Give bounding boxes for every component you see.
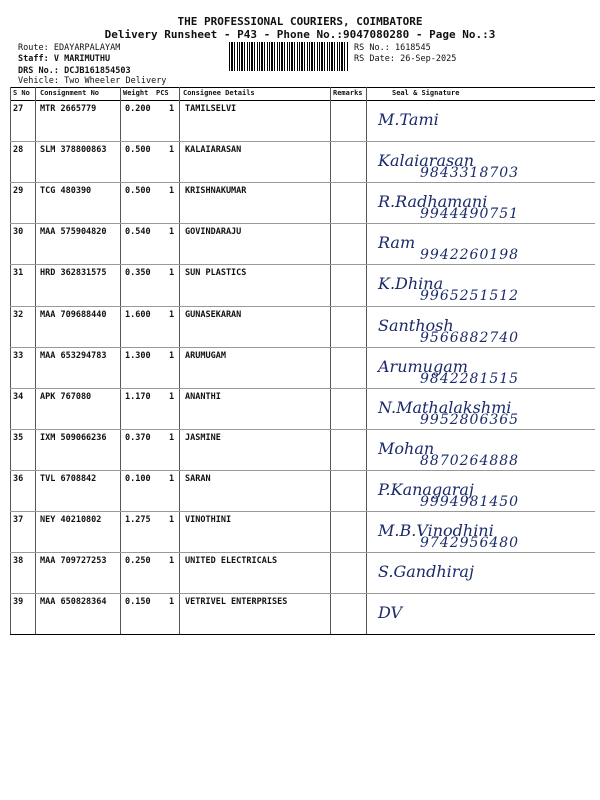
row-sno: 36 (13, 473, 24, 484)
row-weight: 0.350 (125, 268, 151, 279)
runsheet-subtitle: Delivery Runsheet - P43 - Phone No.:9047080280 - Page No.:3 (104, 28, 496, 41)
row-sno: 31 (13, 268, 24, 279)
row-consignee: VETRIVEL ENTERPRISES (185, 597, 288, 608)
row-signature-phone: 9952806365 (420, 411, 520, 428)
row-consignment-no: MAA 650828364 (40, 597, 107, 608)
row-consignee: KALAIARASAN (185, 145, 242, 156)
row-divider (10, 141, 595, 142)
row-signature-phone: 9843318703 (420, 165, 520, 182)
row-consignee: VINOTHINI (185, 515, 232, 525)
row-divider (10, 593, 595, 594)
row-weight: 0.500 (125, 145, 151, 156)
row-signature: Kalaiarasan (378, 151, 475, 171)
row-sno: 27 (13, 104, 24, 114)
table-bottom-border (10, 634, 595, 635)
row-pcs: 1 (169, 556, 175, 567)
row-signature-phone: 9942260198 (420, 247, 520, 264)
drs-label: DRS No.: (18, 66, 59, 76)
vehicle-value: Two Wheeler Delivery (64, 76, 167, 86)
row-consignee: SARAN (185, 473, 211, 484)
row-sno: 29 (13, 186, 24, 197)
row-weight: 0.150 (125, 597, 151, 608)
row-signature: M.Tami (378, 110, 439, 129)
row-consignment-no: MAA 575904820 (40, 227, 107, 238)
header-seal: Seal & Signature (392, 89, 460, 97)
row-weight: 0.100 (125, 473, 151, 484)
row-signature-phone: 8870264888 (420, 452, 520, 469)
rs-no-line (354, 43, 431, 53)
row-consignment-no: TVL 6708842 (40, 473, 97, 484)
staff-value: V MARIMUTHU (53, 54, 111, 64)
row-signature-phone: 9944490751 (420, 206, 520, 223)
route-label: Route: (18, 43, 49, 53)
row-consignee: JASMINE (185, 432, 221, 443)
row-consignment-no: IXM 509066236 (40, 432, 107, 443)
row-sno: 32 (13, 309, 24, 320)
row-signature: Ram (378, 233, 416, 253)
table-top-border (10, 87, 595, 88)
row-signature-phone: 9842281515 (420, 370, 520, 387)
row-divider (10, 388, 595, 389)
route-line (18, 43, 120, 53)
row-signature: R.Radhamani (378, 192, 488, 212)
row-divider (10, 264, 595, 265)
row-pcs: 1 (169, 432, 175, 443)
row-sno: 33 (13, 350, 24, 361)
row-consignee: GOVINDARAJU (185, 227, 242, 238)
row-sno: 30 (13, 227, 24, 238)
row-divider (10, 223, 595, 224)
row-consignment-no: MAA 709688440 (40, 309, 107, 320)
company-title: THE PROFESSIONAL COURIERS, COIMBATORE (177, 15, 423, 28)
drs-line (18, 66, 131, 76)
row-consignee: KRISHNAKUMAR (185, 186, 247, 197)
row-signature: Santhosh (378, 315, 454, 335)
row-consignment-no: MTR 2665779 (40, 104, 97, 114)
row-pcs: 1 (169, 350, 175, 361)
row-consignment-no: MAA 709727253 (40, 556, 107, 567)
row-signature: N.Mathalakshmi (378, 397, 512, 417)
row-signature: Arumugam (378, 356, 468, 376)
row-weight: 0.200 (125, 104, 151, 114)
row-consignee: ANANTHI (185, 391, 221, 402)
header-pcs: PCS (156, 89, 169, 97)
row-divider (10, 429, 595, 430)
row-weight: 0.500 (125, 186, 151, 197)
vehicle-label: Vehicle: (18, 76, 59, 86)
row-pcs: 1 (169, 227, 175, 238)
rs-no-label: RS No.: (354, 43, 390, 53)
row-consignment-no: TCG 480390 (40, 186, 92, 197)
vehicle-line (18, 76, 166, 86)
row-pcs: 1 (169, 391, 175, 402)
row-consignee: TAMILSELVI (185, 104, 237, 114)
header-sno: S No (13, 89, 30, 97)
drs-value: DCJB161854503 (64, 66, 131, 76)
route-value: EDAYARPALAYAM (53, 43, 121, 53)
row-weight: 1.300 (125, 350, 151, 361)
row-weight: 0.540 (125, 227, 151, 238)
rs-date-line (354, 54, 456, 64)
row-weight: 0.370 (125, 432, 151, 443)
header-weight: Weight (123, 89, 149, 97)
row-pcs: 1 (169, 145, 175, 156)
row-sno: 34 (13, 391, 24, 402)
row-pcs: 1 (169, 104, 175, 114)
row-consignee: ARUMUGAM (185, 350, 226, 361)
row-consignment-no: NEY 40210802 (40, 515, 102, 525)
header-remarks: Remarks (333, 89, 363, 97)
row-pcs: 1 (169, 186, 175, 197)
row-sno: 37 (13, 515, 24, 525)
row-weight: 0.250 (125, 556, 151, 567)
row-divider (10, 470, 595, 471)
row-consignment-no: SLM 378800863 (40, 145, 107, 156)
rs-date-label: RS Date: (354, 54, 395, 64)
row-signature: K.Dhina (378, 274, 444, 294)
staff-label: Staff: (18, 54, 49, 64)
header-consignment: Consignment No (40, 89, 100, 97)
row-sno: 35 (13, 432, 24, 443)
row-weight: 1.600 (125, 309, 151, 320)
row-consignee: GUNASEKARAN (185, 309, 242, 320)
row-divider (10, 511, 595, 512)
row-sno: 28 (13, 145, 24, 156)
row-signature: M.B.Vinodhini (378, 521, 494, 540)
row-signature: P.Kanagaraj (378, 479, 474, 499)
row-consignment-no: APK 767080 (40, 391, 92, 402)
staff-line (18, 54, 110, 64)
row-signature-phone: 9742956480 (420, 535, 520, 551)
row-weight: 1.275 (125, 515, 151, 525)
row-pcs: 1 (169, 309, 175, 320)
row-sno: 39 (13, 597, 24, 608)
row-pcs: 1 (169, 473, 175, 484)
row-consignment-no: MAA 653294783 (40, 350, 107, 361)
header-consignee: Consignee Details (183, 89, 255, 97)
row-consignee: UNITED ELECTRICALS (185, 556, 278, 567)
row-consignment-no: HRD 362831575 (40, 268, 107, 279)
header-bottom-border (10, 100, 595, 101)
row-divider (10, 306, 595, 307)
row-divider (10, 347, 595, 348)
barcode (229, 42, 349, 71)
row-signature-phone: 9994981450 (420, 493, 520, 510)
row-signature: S.Gandhiraj (378, 562, 474, 582)
row-pcs: 1 (169, 268, 175, 279)
row-signature: DV (378, 603, 403, 623)
row-divider (10, 552, 595, 553)
row-consignee: SUN PLASTICS (185, 268, 247, 279)
row-signature-phone: 9965251512 (420, 288, 520, 305)
row-weight: 1.170 (125, 391, 151, 402)
row-sno: 38 (13, 556, 24, 567)
row-divider (10, 182, 595, 183)
row-signature: Mohan (378, 438, 435, 458)
row-pcs: 1 (169, 597, 175, 608)
rs-date-value: 26-Sep-2025 (400, 54, 457, 64)
rs-no-value: 1618545 (394, 43, 431, 53)
row-pcs: 1 (169, 515, 175, 525)
row-signature-phone: 9566882740 (420, 329, 520, 346)
